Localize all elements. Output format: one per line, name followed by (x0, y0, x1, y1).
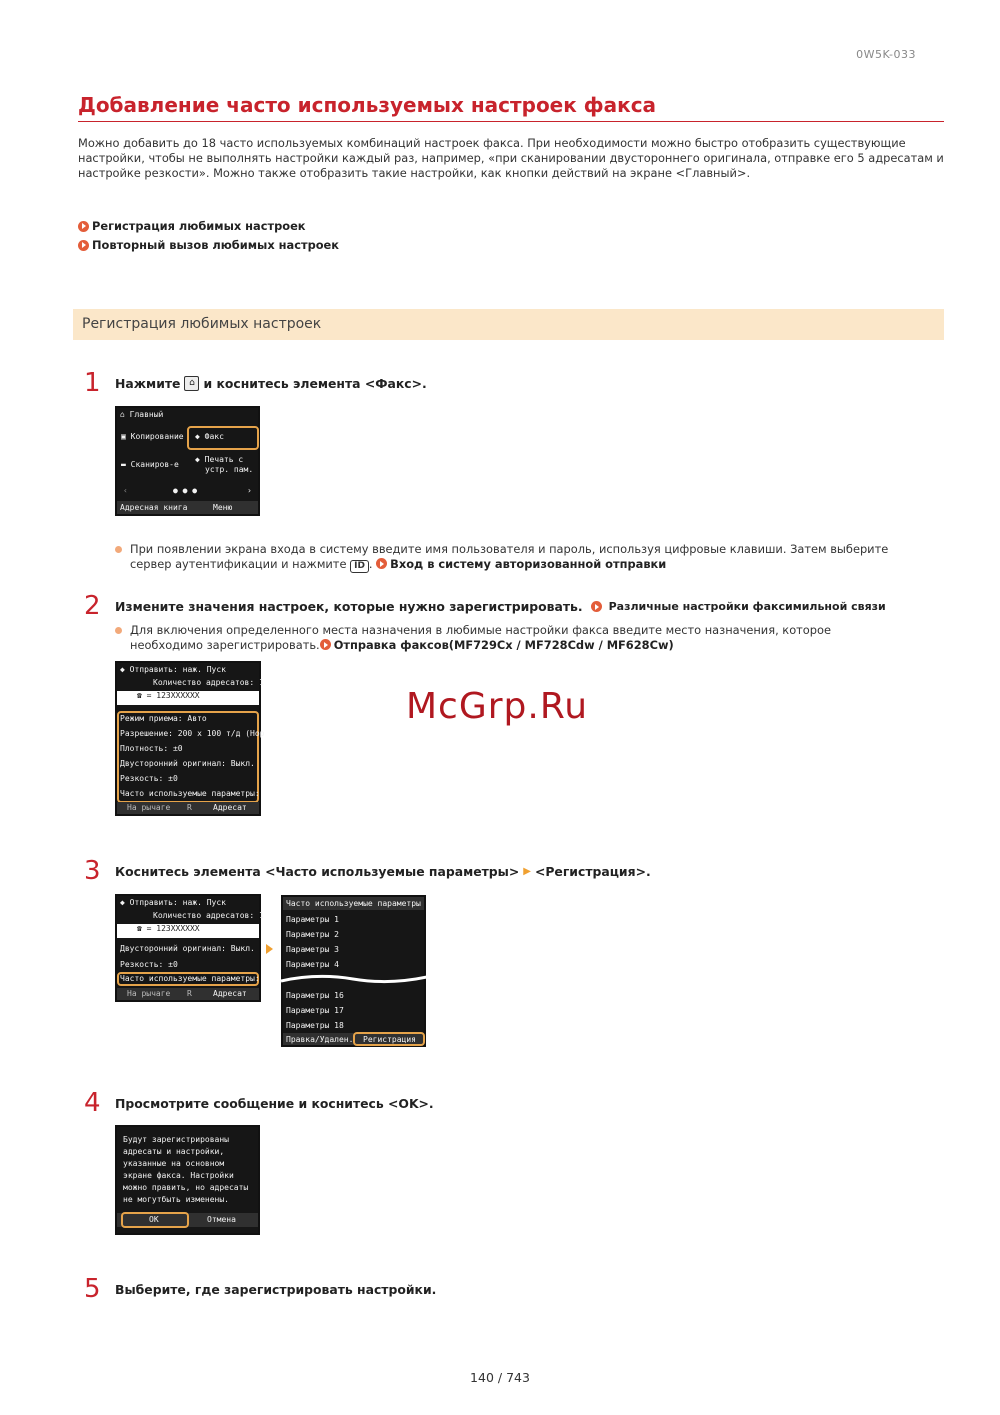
message-line: Будут зарегистрированы (123, 1135, 229, 1144)
bullet-icon (115, 546, 122, 553)
home-screen-title: ⌂ Главный (120, 410, 164, 419)
section-heading: Регистрация любимых настроек (73, 309, 944, 340)
step-text-part: Нажмите (115, 376, 181, 391)
home-key-icon: ⌂ (184, 376, 199, 391)
step-1-text (115, 376, 427, 391)
setting-row: Часто используемые параметры: (120, 974, 260, 983)
message-line: указанные на основном (123, 1159, 225, 1168)
cut-line-icon (281, 971, 427, 987)
step-text-part: Выберите, где зарегистрировать настройки. (115, 1282, 437, 1297)
setting-row: Резкость: ±0 (120, 774, 178, 783)
ok-button: OK (149, 1215, 159, 1224)
list-item: Параметры 1 (286, 915, 339, 924)
lcd-fax-settings-short (115, 894, 264, 1002)
note-text: Для включения определенного места назначения в любимые настройки факса введите место назначения, которое (130, 623, 831, 637)
fax-icon: ☎ (137, 691, 147, 700)
page-number: 140 / 743 (470, 1370, 530, 1385)
message-line: не могутбыть изменены. (123, 1195, 229, 1204)
step-text-part: <Регистрация>. (534, 864, 651, 879)
setting-row: Плотность: ±0 (120, 744, 183, 753)
list-item: Параметры 17 (286, 1006, 344, 1015)
transition-arrow-icon (266, 944, 273, 954)
cancel-button: Отмена (207, 1215, 236, 1224)
list-item: Параметры 18 (286, 1021, 344, 1030)
step-number: 4 (84, 1088, 101, 1118)
document-id: 0W5K-033 (856, 48, 916, 61)
step-number: 3 (84, 856, 101, 886)
page-dots-icon: ● ● ● (173, 486, 198, 495)
lcd-fax-settings (115, 661, 265, 816)
step-4-text (115, 1096, 434, 1111)
toc-link-register[interactable] (78, 219, 306, 233)
id-key-icon: ID (350, 560, 369, 573)
toc-link-label: Регистрация любимых настроек (92, 219, 306, 233)
step-5-text (115, 1282, 436, 1297)
lcd-frequent-list (281, 895, 426, 1047)
fax-settings-link[interactable]: Различные настройки факсимильной связи (608, 600, 886, 613)
link-arrow-icon (591, 601, 602, 612)
message-line: экране факса. Настройки (123, 1171, 234, 1180)
setting-row: Разрешение: 200 x 100 т/д (Нор (120, 729, 265, 738)
print-tile-line2: устр. пам. (205, 465, 254, 474)
step-2-text (115, 599, 886, 614)
setting-row: Режим приема: Авто (120, 714, 207, 723)
list-item: Параметры 3 (286, 945, 339, 954)
prev-page-icon: ‹ (123, 486, 128, 495)
fax-tile: ◆ Факс (195, 432, 224, 441)
note-text: сервер аутентификации и нажмите (130, 557, 347, 571)
step-number: 1 (84, 368, 101, 398)
watermark: McGrp.Ru (406, 686, 589, 727)
message-line: можно править, но адресаты (123, 1183, 249, 1192)
dest-count: Количество адресатов: 1 (153, 678, 264, 687)
addressee-button: Адресат (213, 803, 247, 812)
step-3-text (115, 864, 651, 879)
dest-row: ☎ = 123XXXXXX (117, 691, 259, 705)
toc-link-recall[interactable] (78, 238, 339, 252)
note-text: При появлении экрана входа в систему введите имя пользователя и пароль, используя цифровые клавиши. Затем выберите (130, 542, 889, 556)
edit-delete-button: Правка/Удален. (286, 1035, 354, 1044)
step-text-part: Коснитесь элемента <Часто используемые параметры> (115, 864, 520, 879)
message-line: адресаты и настройки, (123, 1147, 225, 1156)
list-item: Параметры 4 (286, 960, 339, 969)
list-title: Часто используемые параметры (286, 899, 421, 908)
link-arrow-icon (376, 558, 387, 569)
dest-row: ☎ = 123XXXXXX (117, 924, 259, 938)
setting-row: Двусторонний оригинал: Выкл. (120, 759, 255, 768)
scan-tile: ▬ Сканиров-е (121, 460, 179, 469)
setting-row: Двусторонний оригинал: Выкл. (120, 944, 255, 953)
note-text: необходимо зарегистрировать. (130, 638, 320, 652)
setting-row: Часто используемые параметры: (120, 789, 260, 798)
addressee-button: Адресат (213, 989, 247, 998)
onhook-button: На рычаге (127, 989, 171, 998)
copy-tile: ▣ Копирование (121, 432, 184, 441)
list-item: Параметры 2 (286, 930, 339, 939)
link-arrow-icon (78, 240, 89, 251)
step-text-part: и коснитесь элемента <Факс>. (203, 376, 427, 391)
r-button: R (187, 989, 192, 998)
setting-row: Резкость: ±0 (120, 960, 178, 969)
step-1-note: При появлении экрана входа в систему введите имя пользователя и пароль, используя цифровые клавиши. Затем выберите сервер аутентификации и нажмите ID . Вход в систему авторизованной отправки (115, 542, 945, 573)
next-page-icon: › (247, 486, 252, 495)
step-number: 2 (84, 591, 101, 621)
step-number: 5 (84, 1274, 101, 1304)
link-arrow-icon (78, 221, 89, 232)
step-2-note (115, 623, 945, 653)
lcd-home-screen (115, 406, 260, 516)
print-tile-line1: ◆ Печать с (195, 455, 244, 464)
list-item: Параметры 16 (286, 991, 344, 1000)
page-title: Добавление часто используемых настроек факса (78, 93, 944, 122)
register-button: Регистрация (363, 1035, 416, 1044)
toc-link-label: Повторный вызов любимых настроек (92, 238, 340, 252)
step-text-part: Просмотрите сообщение и коснитесь <OK>. (115, 1096, 434, 1111)
login-link[interactable]: Вход в систему авторизованной отправки (390, 557, 667, 571)
send-fax-link[interactable]: Отправка факсов(MF729Cx / MF728Cdw / MF628Cw) (333, 638, 674, 652)
r-button: R (187, 803, 192, 812)
dest-count: Количество адресатов: 1 (153, 911, 264, 920)
address-book-button: Адресная книга (120, 503, 188, 512)
next-arrow-icon: ▶ (523, 866, 531, 877)
fax-highlight (187, 426, 259, 450)
menu-button: Меню (213, 503, 233, 512)
link-arrow-icon (320, 639, 331, 650)
bullet-icon (115, 627, 122, 634)
step-text-part: Измените значения настроек, которые нужно зарегистрировать. (115, 599, 583, 614)
onhook-button: На рычаге (127, 803, 171, 812)
lcd-confirm-message (115, 1125, 260, 1235)
send-header: ◆ Отправить: наж. Пуск (120, 898, 226, 907)
send-header: ◆ Отправить: наж. Пуск (120, 665, 226, 674)
fax-icon: ☎ (137, 924, 147, 933)
intro-paragraph: Можно добавить до 18 часто используемых комбинаций настроек факса. При необходимости можно быстро отобразить существующие настройки, чтобы не выполнять настройки каждый раз, например, «при сканировании двустороннего оригинала, отправке его 5 адресатам и настройке резкости». Можно также отобразить такие настройки, как кнопки действий на экране <Главный>. (78, 136, 944, 180)
